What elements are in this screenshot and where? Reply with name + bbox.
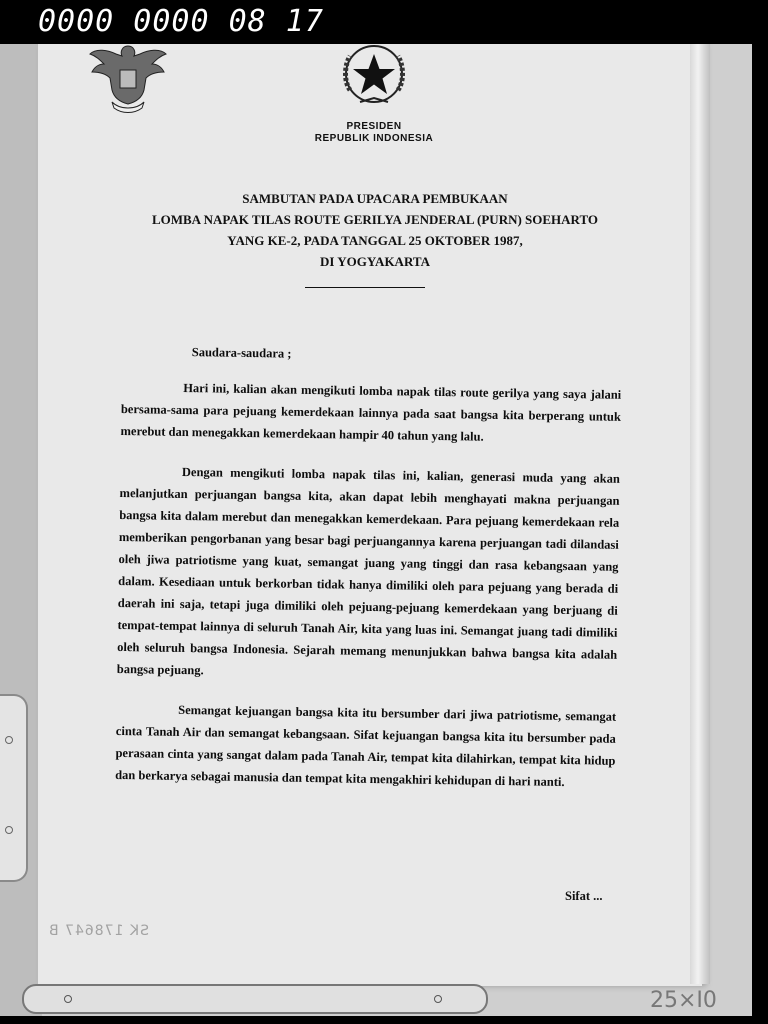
binder-tab [0, 694, 28, 882]
archive-stamp: SK 178647 B [48, 923, 150, 939]
film-holder-bar [22, 984, 488, 1014]
binder-hole [5, 826, 13, 834]
title-line: YANG KE-2, PADA TANGGAL 25 OKTOBER 1987, [227, 233, 523, 248]
holder-hole [64, 995, 72, 1003]
speech-body [115, 340, 622, 812]
paragraph: Hari ini, kalian akan mengikuti lomba napak tilas route gerilya yang saya jalani bersama-sama para pejuang kemerdekaan lainnya pada saat bangsa kita berperang untuk merebut dan menegakkan kemerdekaan hampir 40 tahun yang lalu. [120, 380, 622, 444]
paragraph: Dengan mengikuti lomba napak tilas ini, kalian, generasi muda yang akan melanjutkan perjuangan bangsa kita, akan dapat lebih menghayati makna perjuangan bangsa kita dalam merebut dan menegakkan kemerdekaan. Para pejuang kemerdekaan rela memberikan pengorbanan yang besar bagi perjuangannya karena perjuangan tadi dilandasi oleh jiwa patriotisme yang kuat, semangat juang yang tinggi dan rasa kebangsaan yang dalam. Kesediaan untuk berkorban tidak hanya dimiliki oleh para pejuang yang berada di daerah ini saja, tetapi juga dimiliki oleh pejuang-pejuang kemerdekaan yang berjuang di tempat-tempat lainnya di seluruh Tanah Air, kita yang luas ini. Semangat juang tadi dimiliki oleh seluruh bangsa Indonesia. Sejarah memang menunjukkan bahwa bangsa kita adalah bangsa pejuang. [116, 464, 620, 678]
film-strip-header [0, 0, 768, 44]
reduction-ratio: 25×I0 [650, 988, 717, 1013]
page-edge [690, 44, 710, 984]
paragraph: Semangat kejuangan bangsa kita itu bersumber dari jiwa patriotisme, semangat cinta Tanah Air dan semangat kebangsaan. Sifat kejuangan bangsa kita itu bersumber pada perasaan cinta yang sangat dalam pada Tanah Air, tempat kita dilahirkan, tempat kita hidup dan berkarya sebagai manusia dan tempat kita mengakhiri kehidupan di hari nanti. [115, 702, 617, 790]
title-line: LOMBA NAPAK TILAS ROUTE GERILYA JENDERAL (PURN) SOEHARTO [151, 212, 599, 227]
garuda-emblem-icon [86, 40, 170, 114]
title-line: SAMBUTAN PADA UPACARA PEMBUKAAN [242, 191, 508, 206]
frame-counter: 0000 0000 08 17 [38, 4, 324, 39]
film-strip-footer [0, 1016, 768, 1024]
title-underline [305, 287, 425, 288]
letterhead-line: PRESIDEN [346, 121, 402, 132]
presidential-star-emblem-icon [330, 42, 418, 108]
letterhead-line: REPUBLIK INDONESIA [314, 133, 434, 144]
holder-hole [434, 995, 442, 1003]
salutation: Saudara-saudara ; [191, 345, 292, 361]
letterhead [240, 121, 508, 145]
binder-hole [5, 736, 13, 744]
title-line: DI YOGYAKARTA [320, 254, 430, 269]
document-title [120, 188, 630, 272]
continuation-marker: Sifat ... [565, 889, 603, 903]
